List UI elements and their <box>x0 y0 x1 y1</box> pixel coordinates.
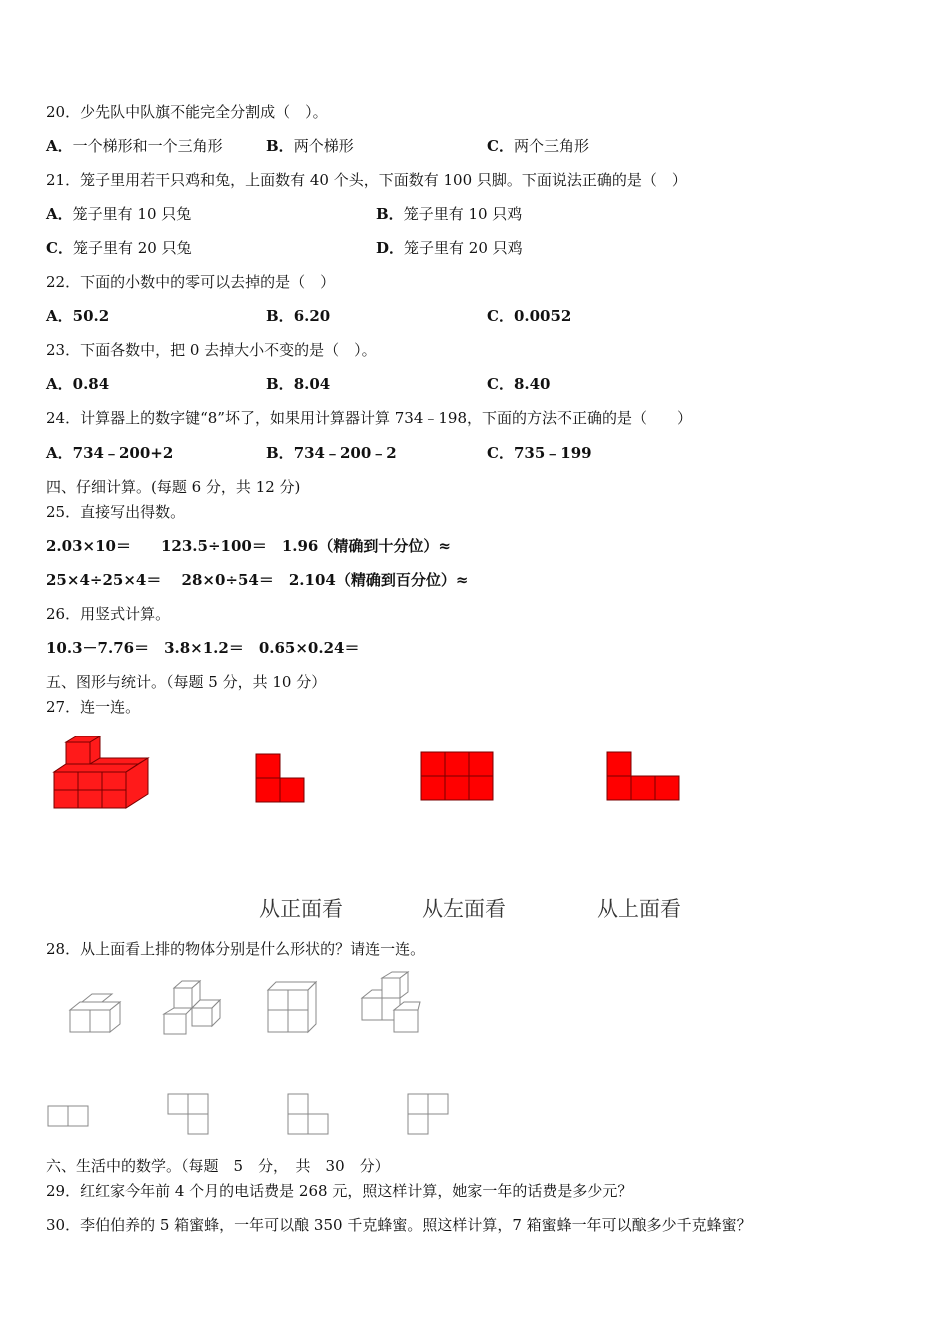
q21-stem: 21．笼子里用若干只鸡和兔，上面数有 40 个头，下面数有 100 只脚。下面说法正确的是（ ） <box>46 171 687 189</box>
q28-view-shape-1[interactable] <box>46 1102 92 1128</box>
q23-option-a[interactable]: A．0.84 <box>46 375 110 393</box>
q27-stem: 27．连一连。 <box>46 698 141 716</box>
q24-option-a[interactable]: A．734﹣200+2 <box>46 444 174 462</box>
q27-caption-front[interactable]: 从正面看 <box>259 897 343 921</box>
q24-option-b[interactable]: B．734﹣200﹣2 <box>266 444 397 462</box>
q28-stem: 28．从上面看上排的物体分别是什么形状的？请连一连。 <box>46 940 426 958</box>
q25-stem: 25．直接写出得数。 <box>46 503 186 521</box>
q26-stem: 26．用竖式计算。 <box>46 605 171 623</box>
q22-option-a[interactable]: A．50.2 <box>46 307 110 325</box>
q23-option-b[interactable]: B．8.04 <box>266 375 331 393</box>
q20-stem: 20．少先队中队旗不能完全分割成（ ）。 <box>46 103 328 121</box>
section-5-heading: 五、图形与统计。（每题 5 分，共 10 分） <box>46 673 327 691</box>
q20-option-b[interactable]: B．两个梯形 <box>266 137 354 155</box>
q28-view-shape-2[interactable] <box>166 1092 212 1138</box>
q21-option-a[interactable]: A．笼子里有 10 只兔 <box>46 205 192 223</box>
q25-row-1: 2.03×10＝ 123.5÷100＝ 1.96（精确到十分位）≈ <box>46 537 451 555</box>
q21-option-d[interactable]: D．笼子里有 20 只鸡 <box>376 239 523 257</box>
q28-view-shape-4[interactable] <box>406 1092 452 1138</box>
q21-option-c[interactable]: C．笼子里有 20 只兔 <box>46 239 192 257</box>
q27-view-shape-3[interactable] <box>605 750 681 802</box>
q28-view-shape-3[interactable] <box>286 1092 332 1138</box>
q28-object-4[interactable] <box>358 970 426 1036</box>
q24-option-c[interactable]: C．735﹣199 <box>487 444 592 462</box>
section-4-heading: 四、仔细计算。(每题 6 分，共 12 分) <box>46 478 301 496</box>
section-6-heading: 六、生活中的数学。（每题 5 分， 共 30 分） <box>46 1157 390 1175</box>
q25-row-2: 25×4÷25×4＝ 28×0÷54＝ 2.104（精确到百分位）≈ <box>46 571 469 589</box>
q21-option-b[interactable]: B．笼子里有 10 只鸡 <box>376 205 523 223</box>
q23-option-c[interactable]: C．8.40 <box>487 375 551 393</box>
q27-view-shape-2[interactable] <box>419 750 495 802</box>
q22-option-b[interactable]: B．6.20 <box>266 307 331 325</box>
q20-option-a[interactable]: A．一个梯形和一个三角形 <box>46 137 223 155</box>
q24-stem: 24．计算器上的数字键“8”坏了，如果用计算器计算 734﹣198，下面的方法不正确的是（ ） <box>46 409 692 427</box>
q28-object-2[interactable] <box>162 978 226 1038</box>
q22-option-c[interactable]: C．0.0052 <box>487 307 572 325</box>
q29-stem: 29．红红家今年前 4 个月的电话费是 268 元，照这样计算，她家一年的话费是多少元？ <box>46 1182 633 1200</box>
q27-view-shape-1[interactable] <box>254 752 306 804</box>
q28-object-1[interactable] <box>66 990 126 1036</box>
q20-option-c[interactable]: C．两个三角形 <box>487 137 589 155</box>
q30-stem: 30．李伯伯养的 5 箱蜜蜂，一年可以酿 350 千克蜂蜜。照这样计算，7 箱蜜蜂一年可以酿多少千克蜂蜜？ <box>46 1216 752 1234</box>
q27-caption-top[interactable]: 从上面看 <box>597 897 681 921</box>
q26-row-1: 10.3－7.76＝ 3.8×1.2＝ 0.65×0.24＝ <box>46 639 360 657</box>
q28-object-3[interactable] <box>264 980 320 1036</box>
q23-stem: 23．下面各数中，把 0 去掉大小不变的是（ ）。 <box>46 341 377 359</box>
q22-stem: 22．下面的小数中的零可以去掉的是（ ） <box>46 273 336 291</box>
q27-solid-figure[interactable] <box>50 736 152 812</box>
q27-caption-left[interactable]: 从左面看 <box>422 897 506 921</box>
